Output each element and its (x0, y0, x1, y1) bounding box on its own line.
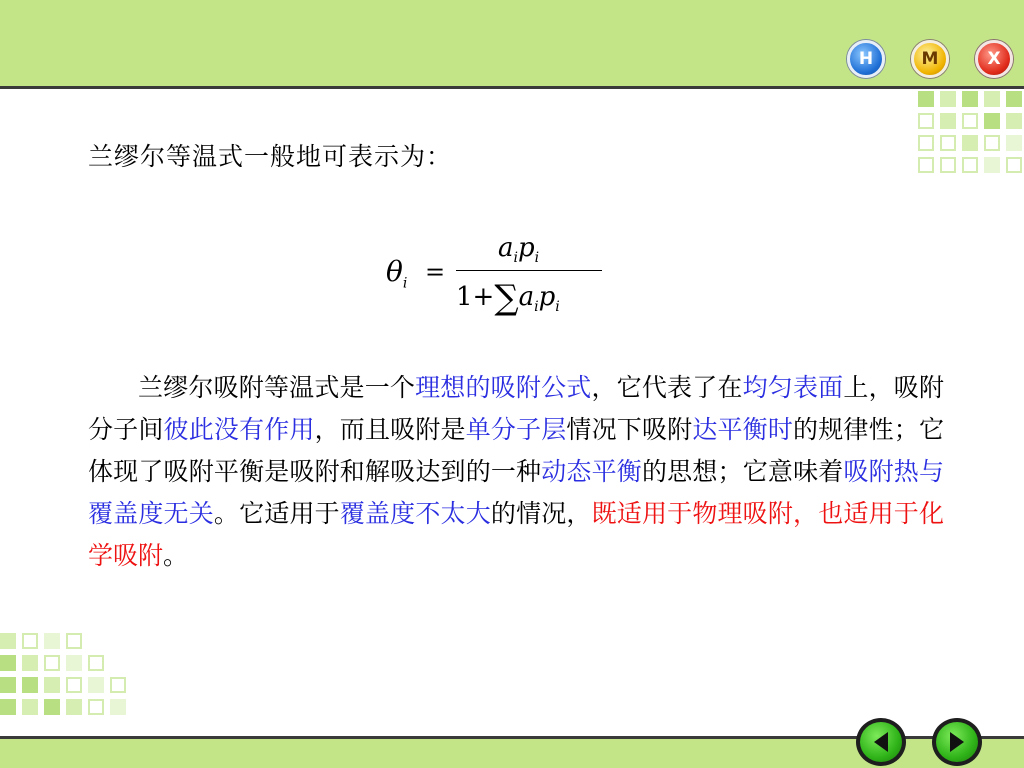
formula-equals: = (425, 258, 446, 286)
highlight-at-equilibrium: 达平衡时 (692, 415, 794, 444)
formula-fraction-bar (456, 270, 602, 271)
menu-button-label: M (921, 49, 939, 69)
highlight-low-coverage: 覆盖度不太大 (339, 499, 491, 528)
decorative-square-grid-bottom-left (0, 633, 126, 715)
close-button-label: X (987, 49, 1001, 69)
highlight-physical-chemical: 既适用于物理吸附，也适用于化学吸附 (88, 499, 944, 570)
highlight-monolayer: 单分子层 (465, 415, 567, 444)
formula-numerator: $a_ip_i$ (498, 233, 540, 267)
highlight-heat-independent: 吸附热与覆盖度无关 (88, 457, 944, 528)
triangle-right-icon (947, 730, 967, 754)
home-button-label: H (858, 49, 874, 69)
decorative-square-grid-top-right (918, 91, 1022, 173)
highlight-ideal-formula: 理想的吸附公式 (415, 373, 592, 402)
highlight-no-interaction: 彼此没有作用 (163, 415, 315, 444)
header-divider (0, 86, 1024, 89)
highlight-uniform-surface: 均匀表面 (742, 373, 844, 402)
formula-denominator: $1+\sum a_ip_i$ (456, 278, 560, 318)
highlight-dynamic-equilibrium: 动态平衡 (541, 457, 642, 486)
previous-slide-button[interactable] (856, 718, 906, 766)
explanation-paragraph: 兰缪尔吸附等温式是一个理想的吸附公式，它代表了在均匀表面上，吸附分子间彼此没有作用，而且吸附是单分子层情况下吸附达平衡时的规律性；它体现了吸附平衡是吸附和解吸达到的一种动态平衡的思想；它意味着吸附热与覆盖度无关。它适用于覆盖度不太大的情况，既适用于物理吸附，也适用于化学吸附。 (88, 373, 944, 570)
langmuir-formula (380, 230, 620, 320)
next-slide-button[interactable] (932, 718, 982, 766)
menu-button[interactable] (911, 40, 949, 78)
home-button[interactable] (847, 40, 885, 78)
slide-heading: 兰缪尔等温式一般地可表示为： (88, 142, 453, 171)
formula-lhs: $\theta_i$ (386, 255, 408, 292)
close-button[interactable] (975, 40, 1013, 78)
triangle-left-icon (871, 730, 891, 754)
